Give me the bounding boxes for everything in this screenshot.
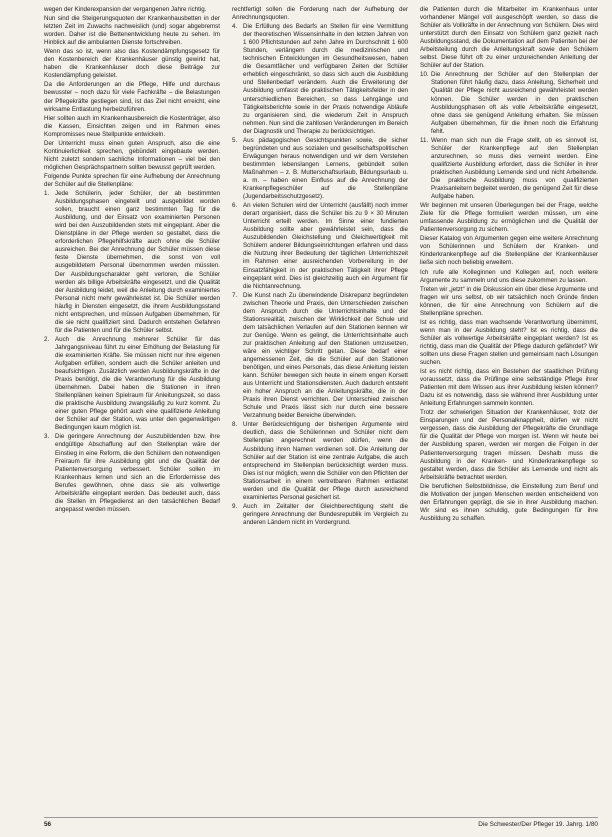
- footer-rule: [44, 817, 598, 818]
- item-number: 2.: [44, 335, 50, 343]
- numbered-item: [232, 202, 408, 291]
- item-number: 11.: [420, 136, 429, 144]
- item-number: 6.: [232, 202, 238, 210]
- page-footer: [44, 820, 598, 830]
- item-text: Wenn man sich nun die Frage stellt, ob es sinnvoll ist, Schüler der Krankenpflege auf den Stellenplan anzurechnen, so muss dies verneint werden. Eine qualifizierte Ausbildung erfordert, dass die Schüler in ihrer praktischen Ausbildung Lernende sind und nicht Arbeitende. Die praktische Ausbildung muss von qualifizierten Praxisanleitern begleitet werden, die genügend Zeit für diese Aufgabe haben.: [431, 136, 598, 201]
- paragraph: Trotz der schwierigen Situation der Krankenhäuser, trotz der Einsparungen und der Personalknappheit, dürfen wir nicht vergessen, dass die Ausbildung der Pflegekräfte die Grundlage für die Qualität der Pflege von morgen ist. Wenn wir heute bei der Ausbildung sparen, werden wir morgen die Folgen in der Patientenversorgung tragen müssen. Deshalb muss die Ausbildung in der Kranken- und Kinderkrankenpflege so gestaltet werden, dass die Schüler als Lernende und nicht als Arbeitskräfte betrachtet werden.: [420, 409, 598, 481]
- paragraph: Hier sollten auch im Krankenhausbereich die Kostenträger, also die Kassen, Einsichten zeigen und im Rahmen eines Kompromisses neue Stellpunkte entwickeln.: [44, 114, 220, 138]
- item-number: 3.: [44, 433, 50, 441]
- item-text: An vielen Schulen wird der Unterricht (ausfällt) noch immer derart organisiert, dass die Schüler bis zu 9 × 30 Minuten Unterricht erteilt werden. Im Sinne einer fundierten Ausbildung sollte aber gewährleistet sein, dass die Auszubildenden Gleichstellung und Gleichwertigkeit mit Schülern anderer Bildungseinrichtungen erfahren und dass die Nutzung ihrer Bedeutung der täglichen Unterrichtszeit im Rahmen einer ausreichenden Vorbereitung in der Einsatzfähigkeit in der praktischen Tätigkeit ihrer Pflege eingeplant wird. Dies ist gleichzeitig auch ein Argument für die Nichtanrechnung.: [243, 202, 408, 290]
- item-text: Jede Schülerin, jeder Schüler, der ab bestimmten Ausbildungsphasen eingeteilt und ausgebildet worden sollen, braucht einen ganz bestimmten Tag für die Ausbildung, und der Einsatz von examinierten Personen wird bei den Auszubildenden stets mit eingeplant. Aber die Dienstpläne in der Pflege werden so gestaltet, dass die erforderlichen Pflegehilfskräfte auch ohne die Schüler ausreichen. Bei der Anrechnung der Schüler müssen diese feste Dienste übernehmen, die sonst von voll ausgebildetem Personal übernommen werden müssten. Der Ausbildungscharakter geht verloren, die Schüler werden als billige Arbeitskräfte eingesetzt, und die Qualität der Ausbildung leidet, weil die Anleitung durch examiniertes Personal nicht mehr gewährleistet ist. Die Schüler werden häufig in Diensten eingesetzt, die ihrem Ausbildungsstand nicht entsprechen, und müssen Aufgaben übernehmen, für die sie nicht qualifiziert sind. Dadurch entstehen Gefahren für die Patienten und für die Schüler selbst.: [55, 190, 220, 334]
- text-column-right: [420, 6, 598, 814]
- item-number: 4.: [232, 23, 238, 31]
- paragraph: Wenn das so ist, wenn also das Kostendämpfungsgesetz für den Kostenbereich der Krankenhäuser günstig gewirkt hat, haben die Krankenhäuser doch diese Beiträge zur Kostendämpfung geleistet.: [44, 48, 220, 80]
- paragraph: Ich rufe alle Kolleginnen und Kollegen auf, noch weitere Argumente zu sammeln und uns diese zukommen zu lassen.: [420, 268, 598, 284]
- item-text: Die Kunst nach Zu überwindende Diskrepanz begründeten zwischen Theorie und Praxis, den Unterschieden zwischen dem Anspruch durch die Unterrichtsinhalte und der Stationsrealität, zwischen der Wirklichkeit der Schule und dem tatsächlichen Verlaufen auf den Stationen kennen wir zur Genüge. Wenn es gelingt, die Unterrichtsinhalte auch zur praktischen Anleitung auf den Stationen umzusetzen, wäre ein wichtiger Schritt getan. Diese bedarf einer angemessenen Zeit, die die Schüler auf den Stationen benötigen, und eines Personals, das diese Anleitung leisten kann. Schüler bewegen sich heute in einem engen Korsett aus Unterricht und Stationsdiensten. Auch dadurch entsteht ein hoher Anspruch an die Anleitungskräfte, die in der Praxis ihren Dienst verrichten. Der Unterschied zwischen Schule und Praxis lässt sich nur durch eine bessere Verzahnung beider Bereiche überwinden.: [243, 291, 408, 420]
- paragraph: Wir beginnen mit unseren Überlegungen bei der Frage, welche Ziele für die Pflege formuliert werden müssen, um eine umfassende Ausbildung zu ermöglichen und die Qualität der Patientenversorgung zu sichern.: [420, 202, 598, 234]
- numbered-item: [232, 23, 408, 136]
- item-number: 9.: [232, 502, 238, 510]
- paragraph: die Patienten durch die Mitarbeiter im Krankenhaus unter vorhandener Mängel voll ausgeschöpft werden, so dass die Schüler als Vollkräfte in der Anrechnung von Schülern. Dies wird unterstützt durch den Einsatz von Schülern ganz gezielt nach Ausbildungsstand, die Dokumentation auf dem Patienten bei der Arbeitsteilung durch die Anleitungskraft sowie den Schülern selbst. Diese führt oft zu einer unzureichenden Anleitung der Schüler auf der Station.: [420, 6, 598, 70]
- paragraph: Nun sind die Steigerungsquoten der Krankenhausbetten in der letzten Zeit im Zuwachs nachweislich (und) sogar abgebremst worden. Daher ist die Bettenentwicklung heute zu sehen. Im Hinblick auf die ambulanten Dienste fortschreiben.: [44, 15, 220, 47]
- item-number: 8.: [232, 421, 238, 429]
- numbered-item: [232, 503, 408, 527]
- item-number: 10.: [420, 71, 429, 79]
- paragraph: Dieser Katalog von Argumenten gegen eine weitere Anrechnung von Schülerinnen und Schülern der Kranken- und Kinderkrankenpflege auf die Stellenpläne der Krankenhäuser ließe sich noch beliebig erweitern.: [420, 235, 598, 267]
- item-number: 5.: [232, 136, 238, 144]
- numbered-item: [232, 137, 408, 201]
- item-text: Auch im Zeitalter der Gleichberechtigung steht die geringere Anrechnung der Bundesrepublik im Vergleich zu anderen Ländern nicht im Vordergrund.: [243, 502, 408, 526]
- item-number: 7.: [232, 291, 238, 299]
- item-text: Die Anrechnung der Schüler auf den Stellenplan der Stationen führt häufig dazu, dass Anleitung, Sicherheit und Qualität der Pflege nicht ausreichend gewährleistet werden können. Die Schüler werden in den praktischen Ausbildungsphasen oft als volle Arbeitskräfte eingesetzt, ohne dass sie genügend Anleitung erhalten. Sie müssen Aufgaben übernehmen, für die ihnen noch die Erfahrung fehlt.: [431, 71, 598, 135]
- numbered-item: [232, 292, 408, 421]
- journal-citation: Die Schwester/Der Pfleger 19. Jahrg. 1/80: [478, 821, 598, 828]
- paragraph: Da die Anforderungen an die Pflege, Hilfe und durchaus bewusster – noch dazu für viele Fachkräfte – die Belastungen der Pflegekräfte gestiegen sind, ist das Ziel nicht erreicht, eine wirksame Entlastung herbeizuführen.: [44, 81, 220, 113]
- text-column-left: [44, 6, 220, 814]
- item-text: Aus pädagogischen Gesichtspunkten sowie, die sicher begründeten und aus sozialen und gesellschaftspolitischen Erwägungen heraus notwendigen und wir dem Verstehen bestimmten lebenslangen Lernens, gebündelt sollen Maßnahmen – z. B. Mutterschaftsurlaub, Bildungsurlaub u. a. m. – haben einen Einfluss auf die Anrechnung der Krankenpflegeschüler auf die Stellenpläne (Jugendarbeitsschutzgesetz).: [243, 136, 408, 201]
- item-text: Die Erfüllung des Bedarfs an Stellen für eine Vermittlung der theoretischen Wissensinhalte in den letzten Jahren von 1 600 Pflichtstunden auf zehn Jahre im Durchschnitt 1 600 Stunden, verlängern durch die medizinischen und technischen Entwicklungen im Gesundheitswesen, haben die Gesamtfächer und verfügbaren Zeiten der Schüler erheblich eingeschränkt, so dass sich auch die Ausbildung und Stellenbedarf verändern. Auch die Erweiterung der Ausbildung umfasst die praktischen Tätigkeitsfelder in den unterschiedlichen Bereichen, so dass Lehrgänge und Tätigkeitsberichte sowie in der Praxis notwendige Abläufe zu organisieren sind, die wiederum Zeit in Anspruch nehmen. Nun sind die zahllosen Veränderungen im Bereich der Diagnostik und Therapie zu berücksichtigen.: [243, 23, 408, 135]
- item-text: Auch die Anrechnung mehrerer Schüler für das Jahrgangsniveau führt zu einer Erhöhung der Belastung für die examinierten Kräfte. Sie müssen nicht nur ihre eigenen Aufgaben erfüllen, sondern auch die Schüler anleiten und beaufsichtigen. Zusätzlich werden Ausbildungskräfte in der Praxis benötigt, die die Verantwortung für die Ausbildung übernehmen. Dabei haben die Stationen in ihren Stellenplänen keinen Spielraum für Anleitungszeit, so dass die praktische Ausbildung zwangsläufig zu kurz kommt. Zu einer guten Pflege gehört auch eine qualifizierte Anleitung der Schüler auf der Station, was unter den gegenwärtigen Bedingungen kaum möglich ist.: [55, 335, 220, 432]
- paragraph: wegen der Kinderexpansion der vergangenen Jahre richtig.: [44, 6, 207, 13]
- numbered-item: [232, 421, 408, 501]
- item-number: 1.: [44, 190, 50, 198]
- paragraph: Der Unterricht muss einen guten Anspruch, also die eine Kontinuierlichkeit sprechen, gebündelt eingebaute werden. Nicht zuletzt sondern sachliche Informationen – viel bei den möglichen Gesprächspartnern sollten bewusst geprüft werden.: [44, 139, 220, 171]
- numbered-item: [44, 336, 220, 433]
- paragraph: Ist es nicht richtig, dass ein Bestehen der staatlichen Prüfung voraussetzt, dass die Prüflinge eine selbständige Pflege ihrer Patienten mit dem Wissen aus ihrer Ausbildung leisten können? Dazu ist es notwendig, dass sie während ihrer Ausbildung unter Anleitung Erfahrungen sammeln konnten.: [420, 368, 598, 408]
- paragraph: rechtfertigt sollen die Forderung nach der Aufhebung der Anrechnungsquoten.: [232, 6, 408, 22]
- numbered-item: [420, 71, 598, 135]
- page-number: 56: [44, 821, 52, 828]
- item-text: Die geringere Anrechnung der Auszubildenden bzw. ihre endgültige Abschaffung auf den Stellenplan wäre der Einstieg in eine Reform, die den Schülern den notwendigen Freiraum für ihre Ausbildung gibt und die Qualität der Patientenversorgung verbessert. Schüler sollen im Krankenhaus lernen und sich an die Erfordernisse des Berufes gewöhnen, ohne dass sie als vollwertige Arbeitskräfte eingeplant werden. Das bedeutet auch, dass die Stellen im Pflegedienst an den tatsächlichen Bedarf angepasst werden müssen.: [55, 433, 220, 513]
- item-text: Unter Berücksichtigung der bisherigen Argumente wird deutlich, dass die Schülerinnen und Schüler nicht dem Stellenplan angerechnet werden dürfen, wenn die Ausbildung ihren Namen verdienen soll. Die Anleitung der Schüler auf der Station ist eine zentrale Aufgabe, die auch entsprechend im Stellenplan berücksichtigt werden muss. Dies ist nur möglich, wenn die Schüler von den Pflichten der Stationsarbeit in einem vertretbaren Rahmen entlastet werden und die Qualität der Pflege durch ausreichend examiniertes Personal gesichert ist.: [243, 421, 408, 501]
- numbered-item: [420, 137, 598, 201]
- paragraph: Die beruflichen Selbstbildnisse, die Einstellung zum Beruf und die Motivation der jungen Menschen werden entscheidend von den Erfahrungen geprägt, die sie in ihrer Ausbildung machen. Wir sind es ihnen schuldig, gute Bedingungen für ihre Ausbildung zu schaffen.: [420, 482, 598, 522]
- numbered-item: [44, 433, 220, 513]
- paragraph: Folgende Punkte sprechen für eine Aufhebung der Anrechnung der Schüler auf die Stellenpläne:: [44, 172, 220, 188]
- paragraph: Ist es richtig, dass man wachsende Verantwortung übernimmt, wenn man in der Ausbildung steht? Ist es richtig, dass die Schüler als vollwertige Arbeitskräfte eingeplant werden? Ist es richtig, dass man die Qualität der Pflege dadurch gefährdet? Wir sollten uns diese Fragen stellen und gemeinsam nach Lösungen suchen.: [420, 318, 598, 367]
- numbered-item: [44, 190, 220, 335]
- text-column-middle: [232, 6, 408, 814]
- paragraph: Treten wir „jetzt“ in die Diskussion ein über diese Argumente und fragen wir uns selbst, ob wir tatsächlich noch Gründe finden können, die für eine Anrechnung von Schülern auf die Stellenpläne sprechen.: [420, 285, 598, 317]
